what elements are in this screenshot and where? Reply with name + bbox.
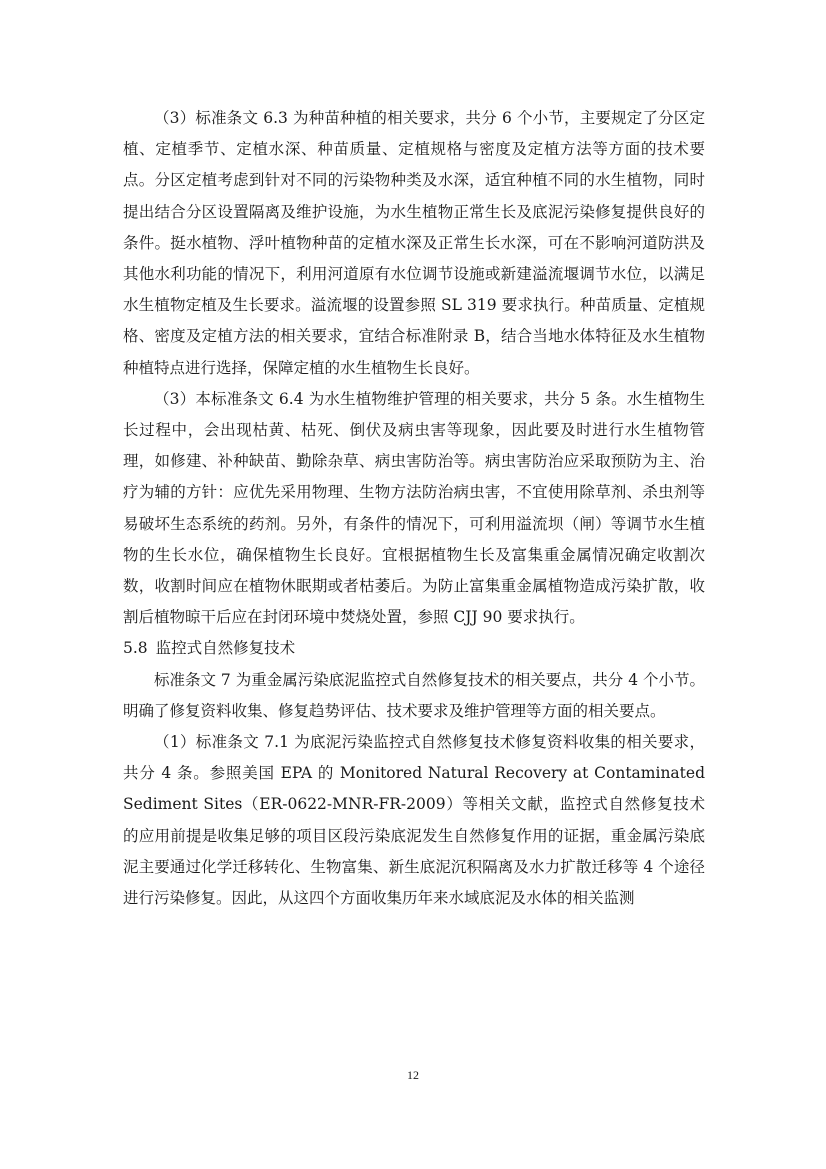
paragraph-7-intro: 标准条文 7 为重金属污染底泥监控式自然修复技术的相关要点，共分 4 个小节。明确了修复资料收集、修复趋势评估、技术要求及维护管理等方面的相关要点。 <box>123 670 705 720</box>
page-body <box>123 103 705 914</box>
section-number: 5.8 <box>123 639 148 658</box>
section-title: 监控式自然修复技术 <box>155 639 296 658</box>
paragraph-6-3: （3）标准条文 6.3 为种苗种植的相关要求，共分 6 个小节，主要规定了分区定植、定植季节、定植水深、种苗质量、定植规格与密度及定植方法等方面的技术要点。分区定植考虑到针对不同的污染物种类及水深，适宜种植不同的水生植物，同时提出结合分区设置隔离及维护设施，为水生植物正常生长及底泥污染修复提供良好的条件。挺水植物、浮叶植物种苗的定植水深及正常生长水深，可在不影响河道防洪及其他水利功能的情况下，利用河道原有水位调节设施或新建溢流堰调节水位，以满足水生植物定植及生长要求。溢流堰的设置参照 SL 319 要求执行。种苗质量、定植规格、密度及定植方法的相关要求，宜结合标准附录 B，结合当地水体特征及水生植物种植特点进行选择，保障定植的水生植物生长良好。 <box>123 109 705 377</box>
section-heading <box>123 633 705 664</box>
page-number: 12 <box>407 1068 419 1082</box>
paragraph-7-1: （1）标准条文 7.1 为底泥污染监控式自然修复技术修复资料收集的相关要求，共分 4 条。参照美国 EPA 的 Monitored Natural Recovery at Contaminated Sediment Sites（ER-0622-MNR-FR-2009）等相关文献，监控式自然修复技术的应用前提是收集足够的项目区段污染底泥发生自然修复作用的证据，重金属污染底泥主要通过化学迁移转化、生物富集、新生底泥沉积隔离及水力扩散迁移等 4 个途径进行污染修复。因此，从这四个方面收集历年来水域底泥及水体的相关监测 <box>123 733 705 908</box>
paragraph-6-4: （3）本标准条文 6.4 为水生植物维护管理的相关要求，共分 5 条。水生植物生长过程中，会出现枯黄、枯死、倒伏及病虫害等现象，因此要及时进行水生植物管理，如修建、补种缺苗、勤除杂草、病虫害防治等。病虫害防治应采取预防为主、治疗为辅的方针：应优先采用物理、生物方法防治病虫害，不宜使用除草剂、杀虫剂等易破坏生态系统的药剂。另外，有条件的情况下，可利用溢流坝（闸）等调节水生植物的生长水位，确保植物生长良好。宜根据植物生长及富集重金属情况确定收割次数，收割时间应在植物休眠期或者枯萎后。为防止富集重金属植物造成污染扩散，收割后植物晾干后应在封闭环境中焚烧处置，参照 CJJ 90 要求执行。 <box>123 389 705 627</box>
